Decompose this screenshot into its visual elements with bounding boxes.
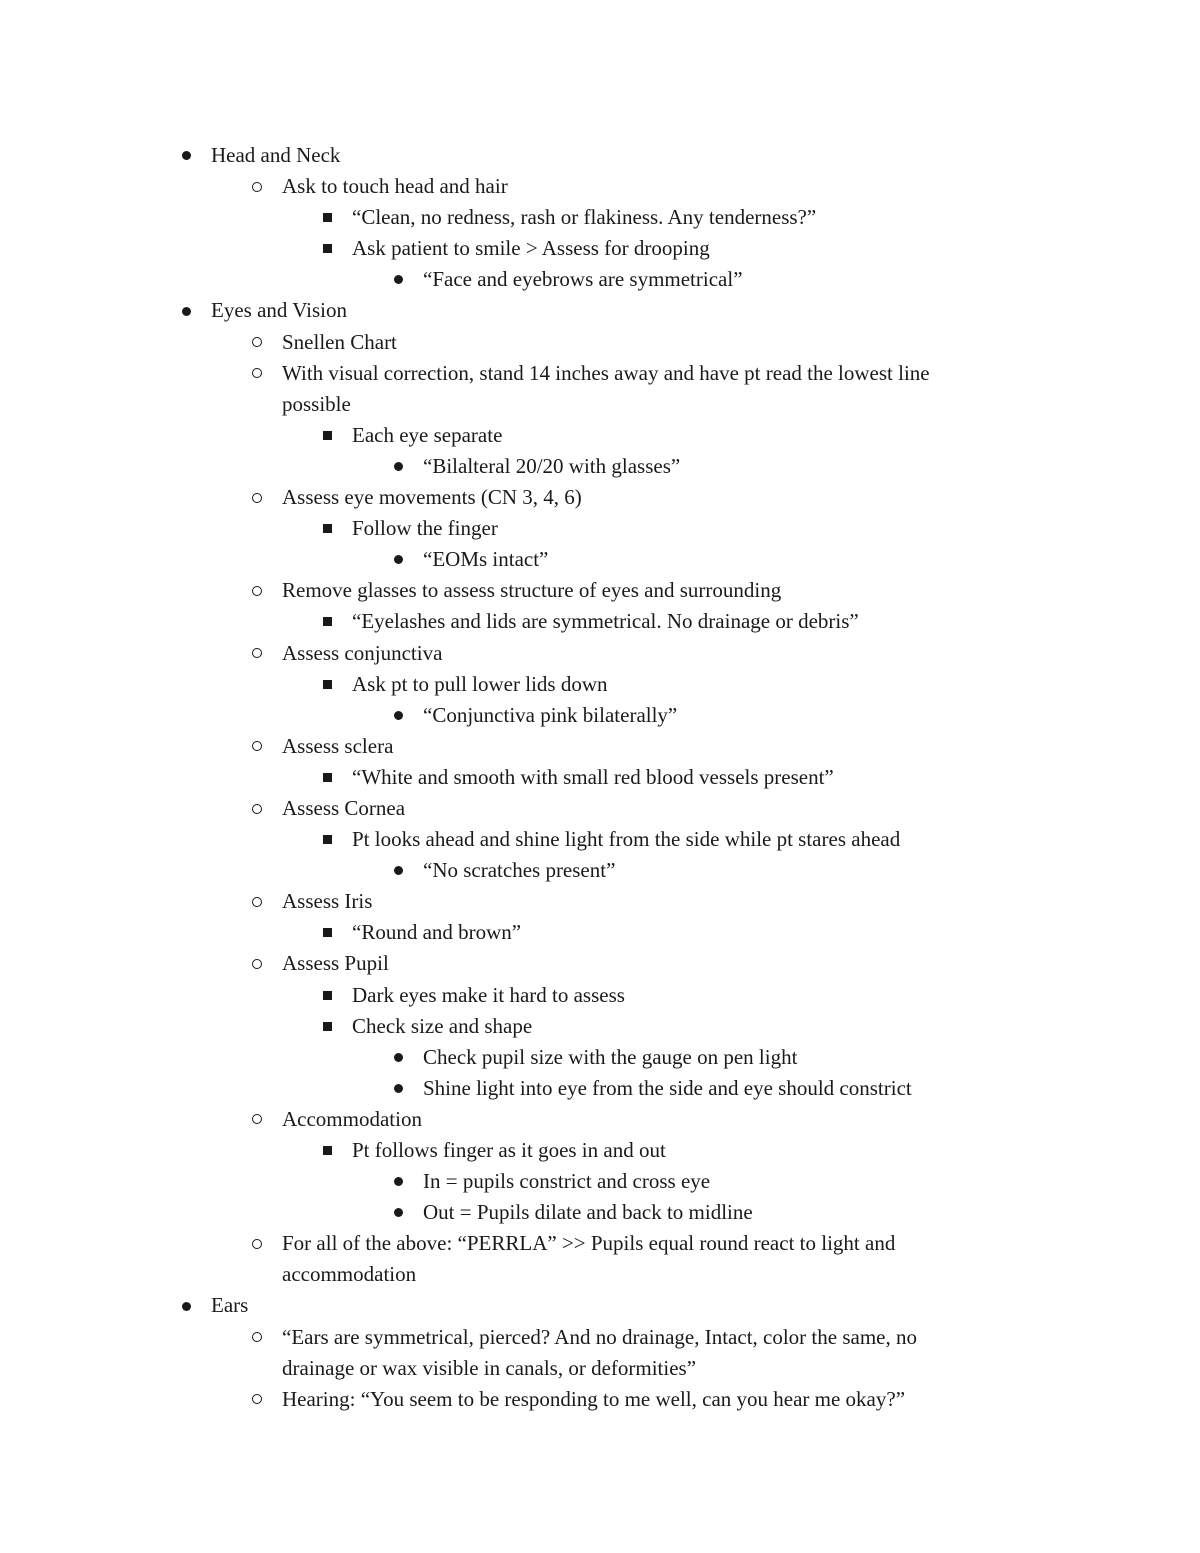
list-item: [0, 264, 1200, 295]
filled-bullet-icon: [176, 1290, 196, 1321]
list-item: [0, 389, 1200, 420]
list-item: [0, 762, 1200, 793]
square-bullet-icon: [317, 202, 337, 233]
list-item: [0, 980, 1200, 1011]
list-item-text: Assess Iris: [282, 889, 373, 914]
list-item: [0, 1135, 1200, 1166]
list-item-text: Eyes and Vision: [211, 298, 348, 323]
list-item-text: Assess eye movements (CN 3, 4, 6): [282, 485, 582, 510]
list-item-text: With visual correction, stand 14 inches away and have pt read the lowest line: [282, 360, 930, 385]
list-item-text: Remove glasses to assess structure of eyes and surrounding: [282, 578, 782, 603]
hollow-bullet-icon: [247, 731, 267, 762]
square-bullet-icon: [317, 1135, 337, 1166]
list-item-text: Each eye separate: [352, 422, 503, 447]
square-bullet-icon: [317, 606, 337, 637]
list-item: [0, 669, 1200, 700]
list-item-text: accommodation: [282, 1262, 417, 1287]
hollow-bullet-icon: [247, 638, 267, 669]
list-item: [0, 886, 1200, 917]
square-bullet-icon: [317, 669, 337, 700]
list-item-text: Shine light into eye from the side and eye should constrict: [423, 1075, 912, 1100]
list-item: [0, 1322, 1200, 1353]
list-item: [0, 1353, 1200, 1384]
list-item-text: Pt follows finger as it goes in and out: [352, 1138, 666, 1162]
list-item: [0, 824, 1200, 855]
list-item-text: “Conjunctiva pink bilaterally”: [423, 702, 678, 727]
list-item-text: “Face and eyebrows are symmetrical”: [423, 267, 743, 292]
filled-bullet-icon: [388, 855, 408, 886]
list-item: [0, 700, 1200, 731]
list-item-text: Ears: [211, 1293, 249, 1318]
filled-bullet-icon: [388, 1166, 408, 1197]
list-item: [0, 638, 1200, 669]
document-page: [0, 140, 1200, 1415]
list-item: [0, 1073, 1200, 1104]
square-bullet-icon: [317, 824, 337, 855]
list-item-text: “EOMs intact”: [423, 547, 549, 572]
list-item-text: “No scratches present”: [423, 858, 616, 883]
filled-bullet-icon: [388, 700, 408, 731]
list-item: [0, 855, 1200, 886]
hollow-bullet-icon: [247, 886, 267, 917]
hollow-bullet-icon: [247, 327, 267, 358]
list-item-text: Ask pt to pull lower lids down: [352, 671, 608, 696]
list-item: [0, 140, 1200, 171]
list-item-text: Ask to touch head and hair: [282, 174, 508, 199]
hollow-bullet-icon: [247, 1104, 267, 1135]
hollow-bullet-icon: [247, 948, 267, 979]
list-item: [0, 171, 1200, 202]
list-item: [0, 420, 1200, 451]
list-item: [0, 1042, 1200, 1073]
hollow-bullet-icon: [247, 171, 267, 202]
square-bullet-icon: [317, 1011, 337, 1042]
list-item-text: Check pupil size with the gauge on pen light: [423, 1044, 798, 1069]
list-item: [0, 513, 1200, 544]
filled-bullet-icon: [176, 140, 196, 171]
square-bullet-icon: [317, 980, 337, 1011]
filled-bullet-icon: [388, 544, 408, 575]
hollow-bullet-icon: [247, 358, 267, 389]
square-bullet-icon: [317, 420, 337, 451]
list-item: [0, 233, 1200, 264]
hollow-bullet-icon: [247, 575, 267, 606]
list-item: [0, 1228, 1200, 1259]
list-item: [0, 1290, 1200, 1321]
list-item-text: Assess Cornea: [282, 795, 406, 820]
list-item: [0, 575, 1200, 606]
list-item-text: Ask patient to smile > Assess for drooping: [352, 236, 710, 261]
list-item-text: In = pupils constrict and cross eye: [423, 1169, 711, 1194]
square-bullet-icon: [317, 233, 337, 264]
list-item: [0, 1259, 1200, 1290]
filled-bullet-icon: [388, 1042, 408, 1073]
list-item-text: Check size and shape: [352, 1013, 533, 1038]
list-item-text: “Clean, no redness, rash or flakiness. Any tenderness?”: [352, 205, 817, 230]
list-item: [0, 917, 1200, 948]
square-bullet-icon: [317, 917, 337, 948]
list-item: [0, 295, 1200, 326]
filled-bullet-icon: [388, 1073, 408, 1104]
list-item-text: Pt looks ahead and shine light from the side while pt stares ahead: [352, 827, 901, 852]
list-item-text: “Bilalteral 20/20 with glasses”: [423, 453, 681, 478]
hollow-bullet-icon: [247, 793, 267, 824]
list-item: [0, 1384, 1200, 1415]
list-item-text: Out = Pupils dilate and back to midline: [423, 1200, 753, 1225]
list-item: [0, 793, 1200, 824]
list-item-text: “Ears are symmetrical, pierced? And no drainage, Intact, color the same, no: [282, 1324, 917, 1349]
list-item-text: Assess conjunctiva: [282, 640, 443, 665]
list-item-text: drainage or wax visible in canals, or deformities”: [282, 1355, 697, 1380]
list-item-text: possible: [282, 391, 351, 416]
list-item: [0, 1104, 1200, 1135]
list-item-text: Accommodation: [282, 1106, 422, 1131]
list-item: [0, 358, 1200, 389]
list-item: [0, 327, 1200, 358]
list-item-text: “Round and brown”: [352, 920, 522, 945]
list-item: [0, 731, 1200, 762]
filled-bullet-icon: [388, 264, 408, 295]
square-bullet-icon: [317, 762, 337, 793]
hollow-bullet-icon: [247, 482, 267, 513]
filled-bullet-icon: [176, 295, 196, 326]
list-item: [0, 544, 1200, 575]
filled-bullet-icon: [388, 1197, 408, 1228]
list-item: [0, 451, 1200, 482]
filled-bullet-icon: [388, 451, 408, 482]
list-item: [0, 948, 1200, 979]
list-item-text: “White and smooth with small red blood vessels present”: [352, 764, 834, 789]
square-bullet-icon: [317, 513, 337, 544]
hollow-bullet-icon: [247, 1228, 267, 1259]
list-item: [0, 202, 1200, 233]
list-item-text: Assess sclera: [282, 733, 394, 758]
list-item-text: “Eyelashes and lids are symmetrical. No drainage or debris”: [352, 609, 859, 634]
hollow-bullet-icon: [247, 1322, 267, 1353]
list-item: [0, 1166, 1200, 1197]
list-item-text: Follow the finger: [352, 516, 498, 541]
list-item: [0, 1197, 1200, 1228]
list-item-text: Head and Neck: [211, 143, 341, 167]
list-item-text: Assess Pupil: [282, 951, 389, 976]
list-item-text: Dark eyes make it hard to assess: [352, 982, 625, 1007]
list-item-text: Snellen Chart: [282, 329, 397, 354]
list-item-text: For all of the above: “PERRLA” >> Pupils equal round react to light and: [282, 1231, 896, 1256]
list-item-text: Hearing: “You seem to be responding to me well, can you hear me okay?”: [282, 1386, 906, 1411]
list-item: [0, 482, 1200, 513]
list-item: [0, 1011, 1200, 1042]
list-item: [0, 606, 1200, 637]
hollow-bullet-icon: [247, 1384, 267, 1415]
